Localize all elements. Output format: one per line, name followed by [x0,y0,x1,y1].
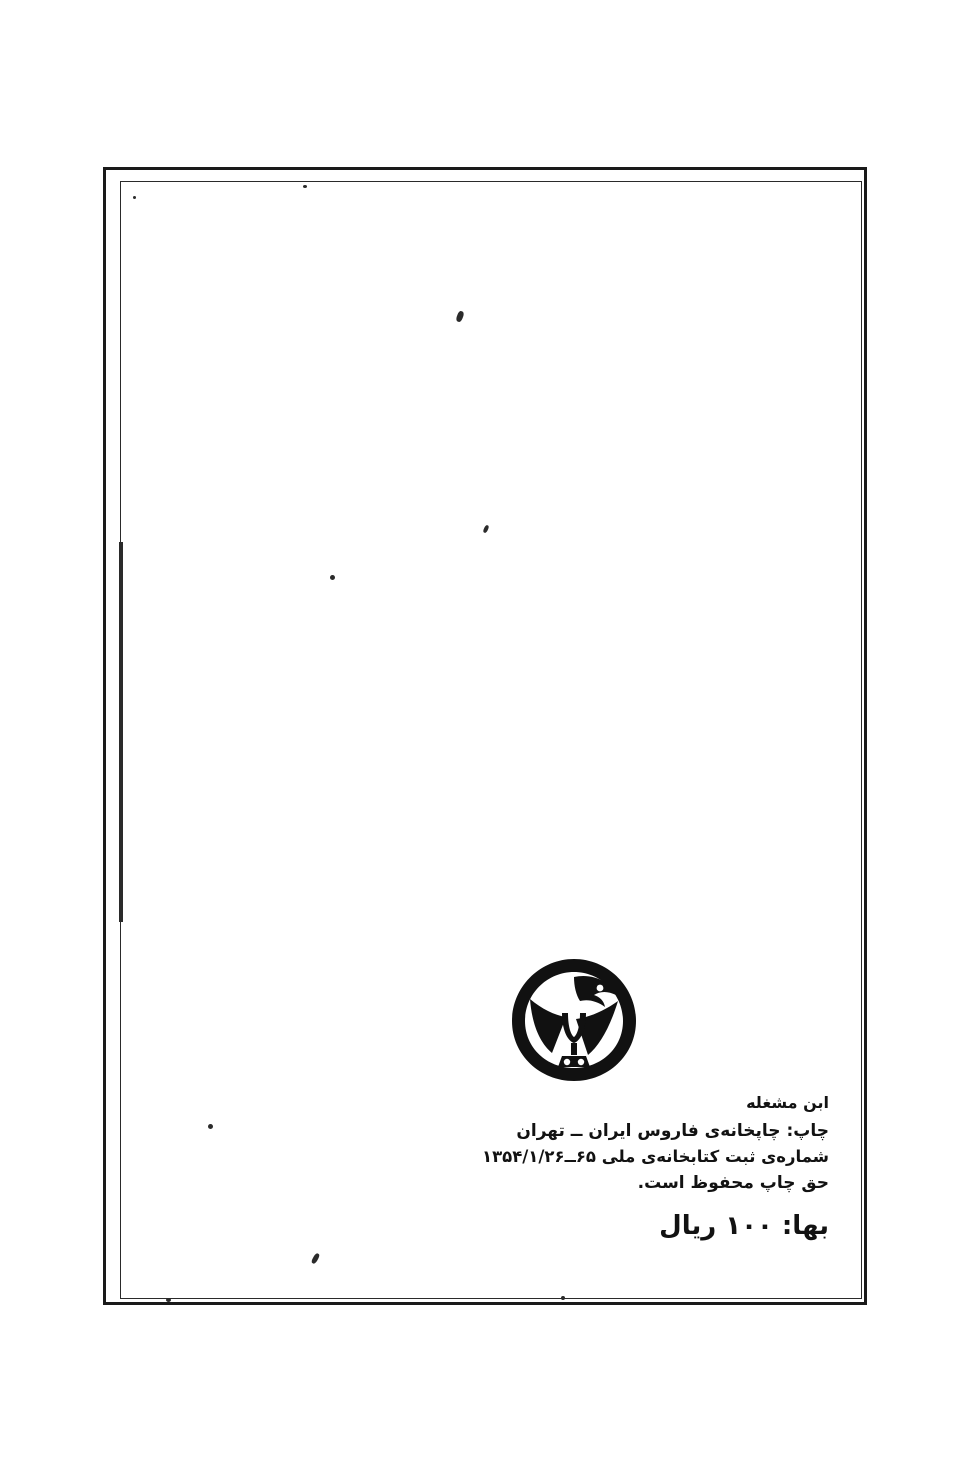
scan-speck [561,1296,565,1300]
scan-speck [133,196,136,199]
national-library-registry-line: شماره‌ی ثبت کتابخانه‌ی ملی ۶۵ــ۱۳۵۴/۱/۲۶ [482,1147,829,1167]
scan-speck [330,575,335,580]
colophon-block [429,955,829,1246]
scan-speck [208,1124,213,1129]
price-line: بها: ۱۰۰ ریال [659,1211,829,1242]
author-name: ابن مشغله [746,1093,829,1112]
copyright-line: حق چاپ محفوظ است. [637,1172,829,1193]
scan-speck [303,185,307,188]
faros-iran-publisher-logo [504,955,644,1085]
printing-house-line: چاپ: چاپخانه‌ی فاروس ایران ــ تهران [516,1120,829,1141]
scan-speck [166,1298,171,1302]
